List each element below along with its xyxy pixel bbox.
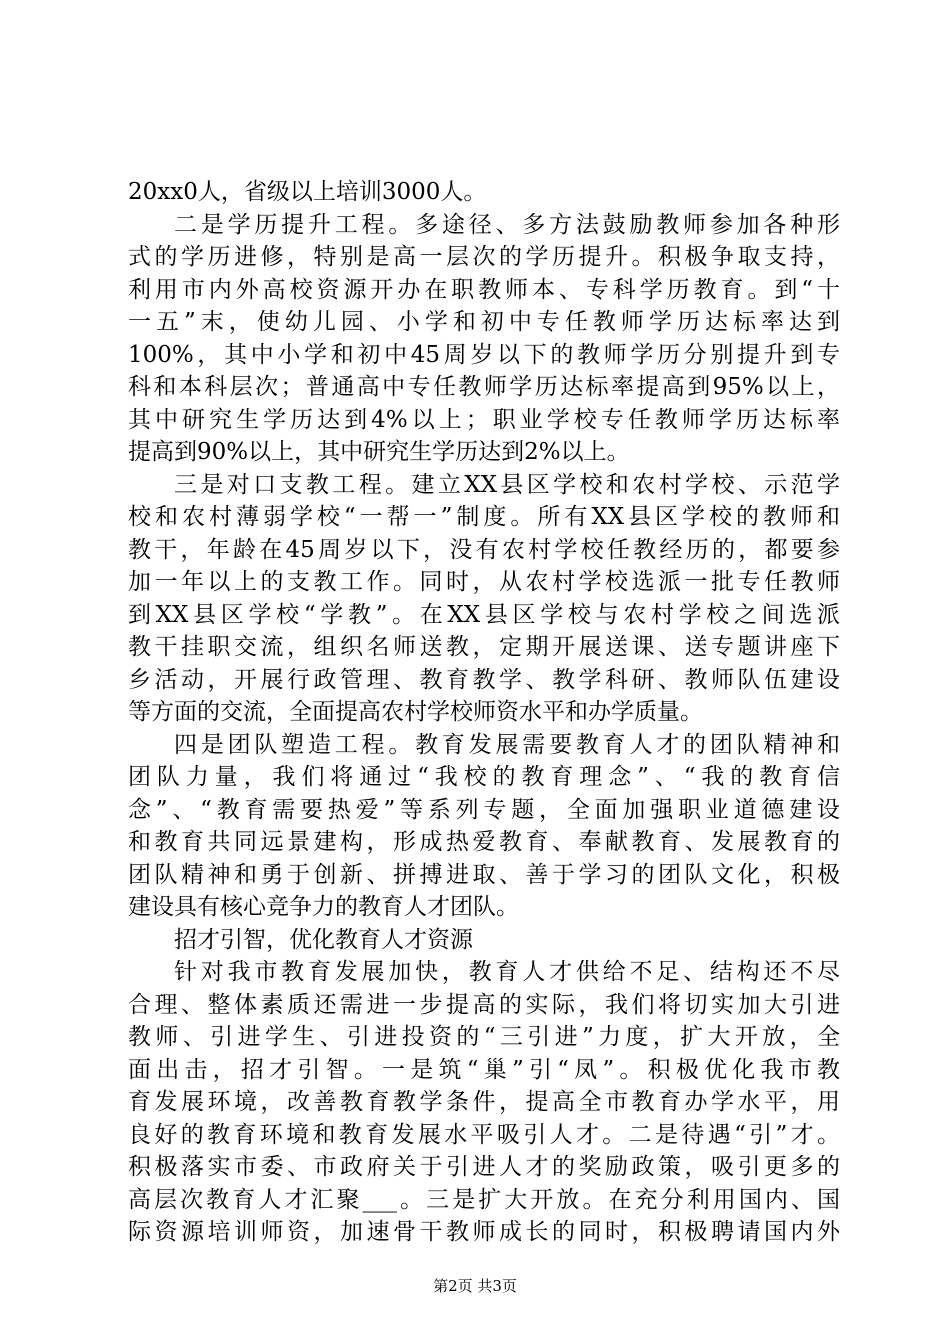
text-line: 建设具有核心竞争力的教育人才团队。 xyxy=(128,894,519,920)
text-line: 教师、引进学生、引进投资的“三引进”力度，扩大开放，全 xyxy=(128,1024,840,1050)
document-body xyxy=(128,176,840,1249)
text-line: 和教育共同远景建构，形成热爱教育、奉献教育、发展教育的 xyxy=(128,829,840,855)
text-line: 到XX县区学校“学教”。在XX县区学校与农村学校之间选派 xyxy=(128,601,840,628)
page-footer xyxy=(0,1276,950,1296)
text-line: 际资源培训师资，加速骨干教师成长的同时，积极聘请国内外 xyxy=(128,1219,840,1245)
text-line: 教干挂职交流，组织名师送教，定期开展送课、送专题讲座下 xyxy=(128,634,840,660)
text-line: 面出击，招才引智。一是筑“巢”引“凤”。积极优化我市教 xyxy=(128,1056,840,1083)
text-line: 积极落实市委、市政府关于引进人才的奖励政策，吸引更多的 xyxy=(128,1154,840,1180)
text-line: 针对我市教育发展加快，教育人才供给不足、结构还不尽 xyxy=(174,959,840,985)
text-line: 四是团队塑造工程。教育发展需要教育人才的团队精神和 xyxy=(174,731,840,758)
text-line: 合理、整体素质还需进一步提高的实际，我们将切实加大引进 xyxy=(128,991,840,1018)
text-line: 教干，年龄在45周岁以下，没有农村学校任教经历的，都要参 xyxy=(128,536,840,563)
text-line: 提高到90%以上，其中研究生学历达到2%以上。 xyxy=(128,439,630,465)
text-line: 高层次教育人才汇聚___。三是扩大开放。在充分利用国内、国 xyxy=(128,1186,840,1213)
text-line: 校和农村薄弱学校“一帮一”制度。所有XX县区学校的教师和 xyxy=(128,504,840,530)
text-line: 团队精神和勇于创新、拼搏进取、善于学习的团队文化，积极 xyxy=(128,861,840,888)
text-line: 三是对口支教工程。建立XX县区学校和农村学校、示范学 xyxy=(174,471,840,498)
text-line: 加一年以上的支教工作。同时，从农村学校选派一批专任教师 xyxy=(128,569,840,595)
text-line: 100%，其中小学和初中45周岁以下的教师学历分别提升到专 xyxy=(128,341,840,368)
text-line: 科和本科层次；普通高中专任教师学历达标率提高到95%以上， xyxy=(128,374,840,400)
text-line: 等方面的交流，全面提高农村学校师资水平和办学质量。 xyxy=(128,699,703,725)
text-line: 乡活动，开展行政管理、教育教学、教学科研、教师队伍建设 xyxy=(128,666,840,693)
text-line: 二是学历提升工程。多途径、多方法鼓励教师参加各种形 xyxy=(174,211,840,238)
text-line: 良好的教育环境和教育发展水平吸引人才。二是待遇“引”才。 xyxy=(128,1121,840,1148)
text-line: 式的学历进修，特别是高一层次的学历提升。积极争取支持， xyxy=(128,244,840,270)
text-line: 20xx0人，省级以上培训3000人。 xyxy=(128,179,487,205)
section-heading: 招才引智，优化教育人才资源 xyxy=(174,926,473,953)
text-line: 育发展环境，改善教育教学条件，提高全市教育办学水平，用 xyxy=(128,1089,840,1115)
text-line: 一五”末，使幼儿园、小学和初中专任教师学历达标率达到 xyxy=(128,309,840,335)
text-line: 其中研究生学历达到4%以上；职业学校专任教师学历达标率 xyxy=(128,406,840,433)
text-line: 念”、“教育需要热爱”等系列专题，全面加强职业道德建设 xyxy=(128,796,840,823)
text-line: 团队力量，我们将通过“我校的教育理念”、“我的教育信 xyxy=(128,764,840,790)
text-line: 利用市内外高校资源开办在职教师本、专科学历教育。到“十 xyxy=(128,276,840,303)
page-number: 第2页 共3页 xyxy=(433,1277,517,1295)
